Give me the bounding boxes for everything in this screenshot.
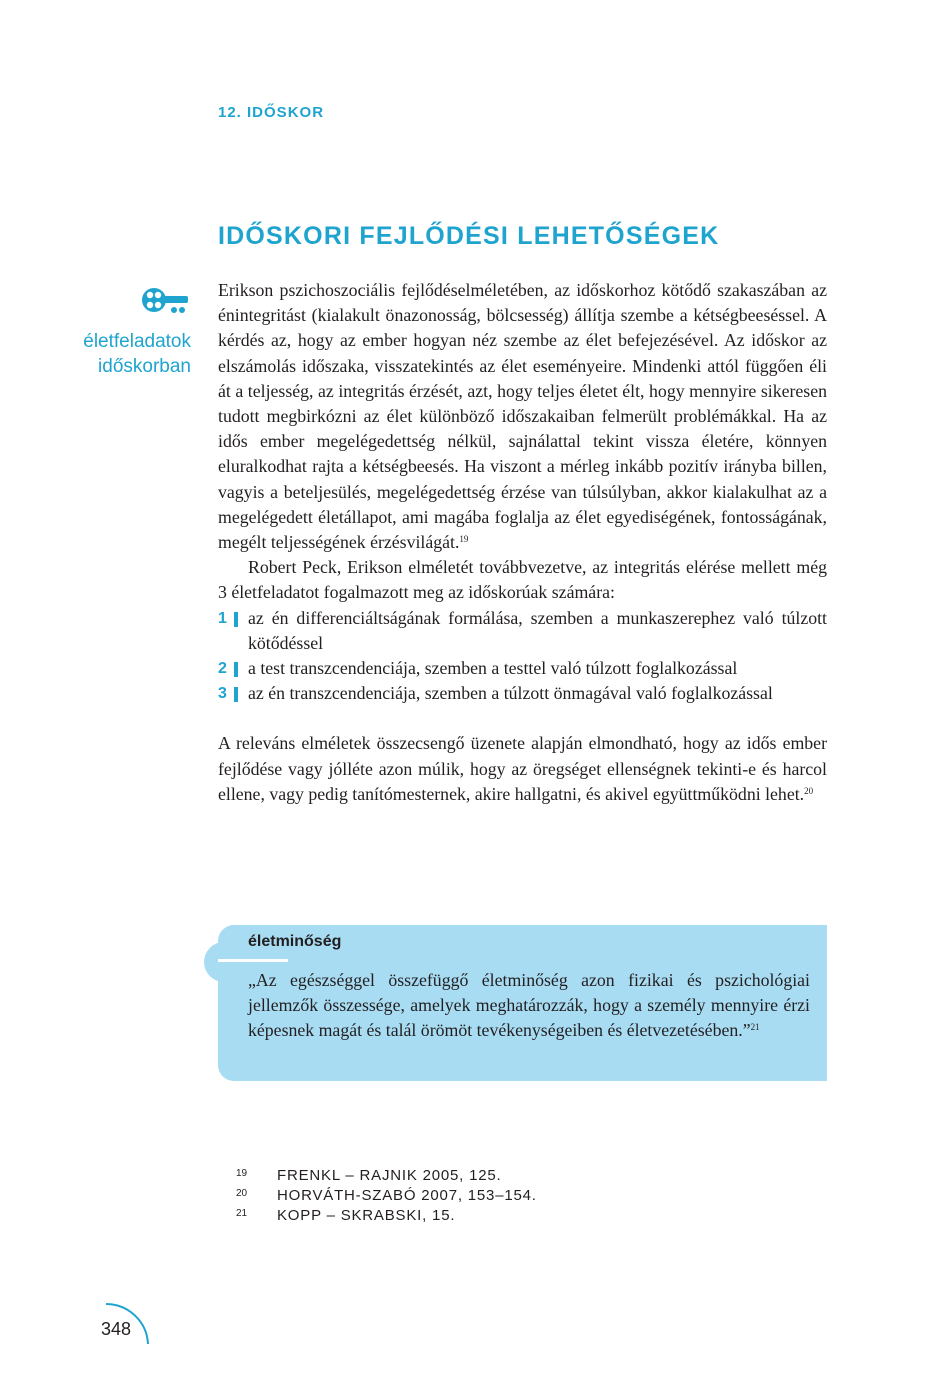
sidebar-label-line2: időskorban: [98, 356, 191, 377]
footnote-text: FRENKL – RAJNIK 2005, 125.: [277, 1167, 502, 1184]
footnote-number: 19: [236, 1168, 248, 1179]
list-item-number: 3: [218, 685, 227, 703]
list-item: [218, 656, 827, 681]
footnote-text: HORVÁTH-SZABÓ 2007, 153–154.: [277, 1187, 537, 1204]
chapter-header: 12. IDŐSKOR: [218, 104, 325, 121]
list-item: [218, 681, 827, 706]
list-item-text: az én differenciáltságának formálása, szemben a munkaszerephez való túlzott kötődéssel: [248, 607, 827, 653]
list-item-number: 2: [218, 660, 227, 678]
footnote-ref-20: 20: [804, 785, 814, 796]
list-bar-marker: [234, 687, 238, 702]
callout-label: életminőség: [248, 933, 342, 950]
footnote-ref-21: 21: [750, 1022, 760, 1033]
life-tasks-list: [218, 606, 827, 707]
section-title: IDŐSKORI FEJLŐDÉSI LEHETŐSÉGEK: [218, 222, 720, 250]
footnote: [236, 1206, 537, 1226]
list-item-text: a test transzcendenciája, szemben a testtel való túlzott foglalkozással: [248, 658, 738, 679]
callout-divider: [218, 959, 288, 962]
footnotes: [236, 1166, 537, 1226]
footnote-ref-19: 19: [459, 534, 469, 545]
list-bar-marker: [234, 612, 238, 627]
sidebar-label-line1: életfeladatok: [83, 331, 191, 352]
list-item-text: az én transzcendenciája, szemben a túlzott önmagával való foglalkozással: [248, 683, 773, 704]
footnote: [236, 1186, 537, 1206]
sidebar-label: [83, 329, 191, 379]
callout-text: „Az egészséggel összefüggő életminőség azon fizikai és pszichológiai jellemzők összessége, amelyek meghatározzák, hogy a személy mennyire érzi képesnek magát és talál örömöt tevékenységeiben és életvezetésében.”$^{21}$: [248, 970, 810, 1041]
key-icon: [140, 282, 192, 318]
footnote-text: KOPP – SKRABSKI, 15.: [277, 1207, 456, 1224]
list-item: [218, 606, 827, 656]
list-item-number: 1: [218, 609, 227, 627]
footnote: [236, 1166, 537, 1186]
footnote-number: 21: [236, 1208, 248, 1219]
paragraph-erikson: Erikson pszichoszociális fejlődéselméletében, az időskorhoz kötődő szakaszában az énintegritást (kialakult önazonosság, bölcsesség) állítja szembe a kétségbeeséssel. A kérdés az, hogy az ember hogyan néz szembe az élet befejezésével. Az időskor az elszámolás időszaka, visszatekintés az élet eseményeire. Mindenki attól függően éli át a teljesség, az integritás érzését, azt, hogy teljes életet élt, hogy mennyire sikeresen tudott megbirkózni az élet különböző időszakaiban felmerült problémákkal. Ha az idős ember megelégedettség nélkül, sajnálattal tekint vissza életére, könnyen eluralkodhat rajta a kétségbeesés. Ha viszont a mérleg inkább pozitív irányba billen, vagyis a beteljesülés, megelégedettség érzése van túlsúlyban, akkor kialakulhat az a megelégedett életállapot, ami magába foglalja az élet egyediségének, fontosságának, megélt teljességének érzésvilágát.$^{19}$: [218, 280, 827, 553]
body-text: [218, 278, 827, 807]
paragraph-conclusion: A releváns elméletek összecsengő üzenete alapján elmondható, hogy az idős ember fejlődése vagy jólléte azon múlik, hogy az öregséget ellenségnek tekinti-e és harcol ellene, vagy pedig tanítómesternek, akire hallgatni, és akivel együttműködni lehet.$^{20}$: [218, 733, 827, 804]
page-number: 348: [101, 1319, 132, 1339]
footnote-number: 20: [236, 1188, 248, 1199]
list-bar-marker: [234, 662, 238, 677]
paragraph-gap: [218, 706, 827, 731]
paragraph-peck: Robert Peck, Erikson elméletét továbbvezetve, az integritás elérése mellett még 3 életfeladatot fogalmazott meg az időskorúak számára:: [218, 557, 827, 603]
